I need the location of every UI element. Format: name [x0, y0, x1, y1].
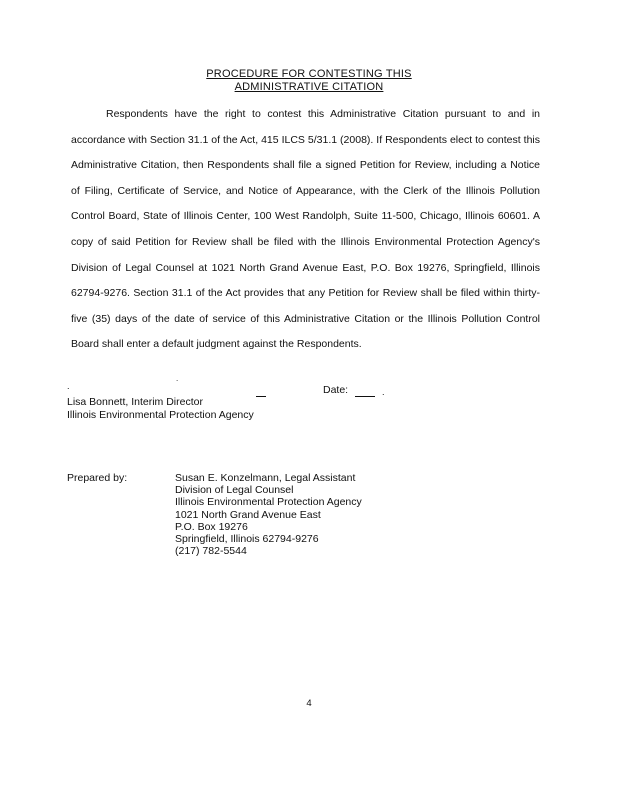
- signature-start-mark: .: [67, 381, 70, 391]
- signer-name-title: Lisa Bonnett, Interim Director: [67, 396, 203, 408]
- date-line: [355, 396, 375, 397]
- preparer-city: Springfield, Illinois 62794-9276: [175, 533, 319, 546]
- document-title-line-2: ADMINISTRATIVE CITATION: [234, 81, 384, 93]
- preparer-po-box: P.O. Box 19276: [175, 520, 248, 533]
- signer-agency: Illinois Environmental Protection Agency: [67, 409, 254, 421]
- preparer-division: Division of Legal Counsel: [175, 484, 294, 497]
- date-end-mark: .: [382, 387, 385, 397]
- preparer-phone: (217) 782-5544: [175, 545, 247, 558]
- preparer-street: 1021 North Grand Avenue East: [175, 508, 321, 521]
- signature-line: [256, 396, 266, 397]
- preparer-agency: Illinois Environmental Protection Agency: [175, 496, 362, 509]
- preparer-name: Susan E. Konzelmann, Legal Assistant: [175, 472, 356, 484]
- date-label: Date:: [323, 384, 349, 396]
- prepared-by-address: [175, 472, 362, 557]
- prepared-by-label: Prepared by:: [67, 472, 128, 484]
- document-title-line-1: PROCEDURE FOR CONTESTING THIS: [206, 68, 412, 80]
- signature-mark: .: [176, 374, 179, 383]
- procedure-paragraph: Respondents have the right to contest this Administrative Citation pursuant to and in accordance with Section 31.1 of the Act, 415 ILCS 5/31.1 (2008). If Respondents elect to contest this Administrative Citation, then Respondents shall file a signed Petition for Review, including a Notice of Filing, Certificate of Service, and Notice of Appearance, with the Clerk of the Illinois Pollution Control Board, State of Illinois Center, 100 West Randolph, Suite 11-500, Chicago, Illinois 60601. A copy of said Petition for Review shall be filed with the Illinois Environmental Protection Agency's Division of Legal Counsel at 1021 North Grand Avenue East, P.O. Box 19276, Springfield, Illinois 62794-9276. Section 31.1 of the Act provides that any Petition for Review shall be filed within thirty-five (35) days of the date of service of this Administrative Citation or the Illinois Pollution Control Board shall enter a default judgment against the Respondents.: [71, 108, 540, 351]
- page-number: 4: [306, 698, 312, 709]
